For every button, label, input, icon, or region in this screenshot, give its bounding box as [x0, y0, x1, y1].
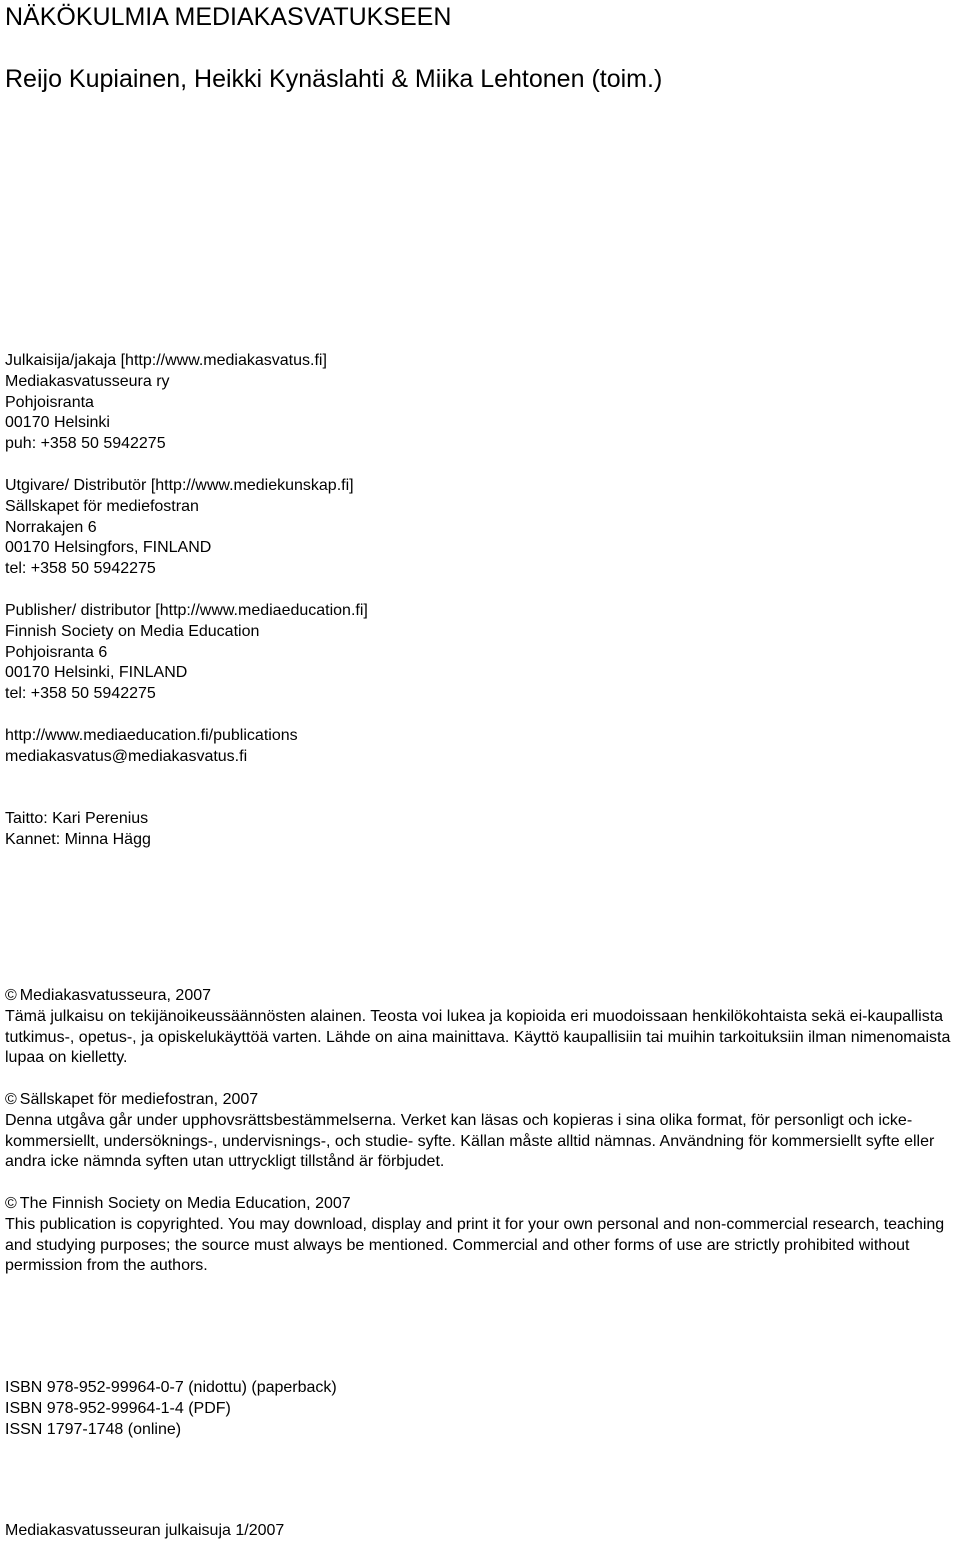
- credits-block: [5, 809, 151, 851]
- identifiers-block: [5, 1378, 337, 1440]
- copyright-en-holder-text: The Finnish Society on Media Education, 2007: [19, 1195, 351, 1212]
- copyright-en-text: This publication is copyrighted. You may download, display and print it for your own personal and non-commercial research, teaching and studying purposes; the source must always be mentioned. Commercial and other forms of use are strictly prohibited without permission from the authors.: [5, 1215, 945, 1275]
- publisher-fi-city: 00170 Helsinki: [5, 414, 110, 432]
- copyright-icon: ©: [5, 987, 17, 1004]
- publisher-sv-heading: Utgivare/ Distributör [http://www.mediekunskap.fi]: [5, 477, 354, 494]
- publisher-en-name: Finnish Society on Media Education: [5, 622, 260, 640]
- publisher-sv-phone: tel: +358 50 5942275: [5, 560, 156, 578]
- copyright-sv-block: [5, 1090, 957, 1173]
- publisher-en-block: [5, 601, 368, 705]
- copyright-sv-text: Denna utgåva går under upphovsrättsbestämmelserna. Verket kan läsas och kopieras i sina olika format, för personligt och icke-kommersiellt, undersöknings-, undervisnings-, och studie- syfte. Källan måste alltid nämnas. Användning för kommersiellt syfte eller andra icke nämnda syften utan uttryckligt tillstånd är förbjudet.: [5, 1111, 935, 1171]
- publisher-fi-heading: Julkaisija/jakaja [http://www.mediakasvatus.fi]: [5, 352, 327, 369]
- copyright-fi-block: [5, 986, 957, 1069]
- series-block: [5, 1521, 284, 1542]
- series-name: Mediakasvatusseuran julkaisuja 1/2007: [5, 1522, 285, 1539]
- copyright-en-block: [5, 1194, 957, 1277]
- publisher-en-heading: Publisher/ distributor [http://www.mediaeducation.fi]: [5, 602, 368, 619]
- copyright-en-holder: [5, 1194, 957, 1215]
- copyright-fi-text: Tämä julkaisu on tekijänoikeussäännösten alainen. Teosta voi lukea ja kopioida eri muodoissaan henkilökohtaista sekä ei-kaupallista tutkimus-, opetus-, ja opiskelukäyttöä varten. Lähde on aina mainittava. Käyttö kaupallisiin tai muihin tarkoituksiin ilman nimenomaista lupaa on kielletty.: [5, 1007, 951, 1067]
- layout-credit: Taitto: Kari Perenius: [5, 810, 149, 827]
- book-title: NÄKÖKULMIA MEDIAKASVATUKSEEN: [5, 3, 452, 31]
- isbn-paperback: ISBN 978-952-99964-0-7 (nidottu) (paperback): [5, 1379, 337, 1396]
- issn-online: ISSN 1797-1748 (online): [5, 1420, 182, 1438]
- publisher-fi-block: [5, 351, 327, 455]
- copyright-icon: ©: [5, 1195, 17, 1212]
- publisher-sv-city: 00170 Helsingfors, FINLAND: [5, 539, 212, 557]
- publisher-en-phone: tel: +358 50 5942275: [5, 685, 156, 703]
- publisher-fi-name: Mediakasvatusseura ry: [5, 372, 170, 390]
- editors-line: Reijo Kupiainen, Heikki Kynäslahti & Miika Lehtonen (toim.): [5, 65, 663, 93]
- isbn-pdf: ISBN 978-952-99964-1-4 (PDF): [5, 1399, 231, 1417]
- copyright-sv-holder-text: Sällskapet för mediefostran, 2007: [19, 1091, 259, 1108]
- publisher-fi-street: Pohjoisranta: [5, 393, 94, 411]
- copyright-fi-holder-text: Mediakasvatusseura, 2007: [19, 987, 212, 1004]
- copyright-sv-holder: [5, 1090, 957, 1111]
- publisher-en-city: 00170 Helsinki, FINLAND: [5, 664, 188, 682]
- publisher-fi-phone: puh: +358 50 5942275: [5, 435, 166, 453]
- publisher-en-street: Pohjoisranta 6: [5, 643, 108, 661]
- copyright-fi-holder: [5, 986, 957, 1007]
- contact-block: [5, 726, 298, 768]
- publisher-sv-name: Sällskapet för mediefostran: [5, 497, 199, 515]
- copyright-icon: ©: [5, 1091, 17, 1108]
- publisher-sv-street: Norrakajen 6: [5, 518, 97, 536]
- contact-email: mediakasvatus@mediakasvatus.fi: [5, 747, 248, 765]
- cover-credit: Kannet: Minna Hägg: [5, 830, 151, 848]
- publications-url: http://www.mediaeducation.fi/publications: [5, 727, 298, 744]
- publisher-sv-block: [5, 476, 354, 580]
